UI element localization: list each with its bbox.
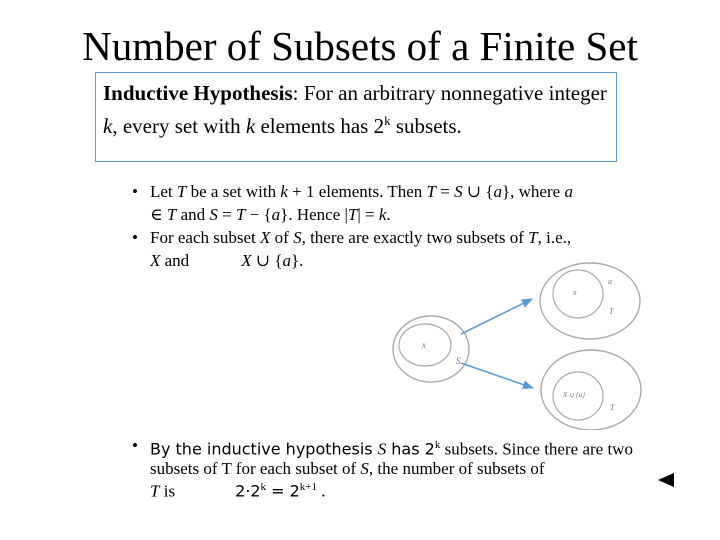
- bullet2-text-7: }.: [290, 251, 304, 270]
- bullet2-X-1: X: [260, 228, 271, 247]
- bullet2-text-5: and: [160, 251, 190, 270]
- bottom-t-label: T: [610, 403, 615, 412]
- bullet3-sup-1: k: [434, 439, 441, 451]
- bullet2-a: a: [282, 251, 291, 270]
- hypothesis-k-1: k: [103, 114, 113, 138]
- bullet2-text-6: ∪ {: [251, 251, 283, 270]
- bullet1-a-3: a: [271, 205, 281, 224]
- bullet3-text-7: = 2: [266, 481, 300, 501]
- left-set-S: [393, 316, 469, 382]
- hypothesis-label: Inductive Hypothesis: [103, 81, 293, 105]
- arrow-to-bottom-set: [461, 363, 533, 388]
- bullet2-text-2: of: [270, 228, 294, 247]
- hypothesis-text-c: elements has 2: [255, 114, 385, 138]
- inductive-hypothesis-box: [95, 72, 617, 162]
- bullet3-text-5: is: [159, 481, 176, 501]
- hypothesis-text-d: subsets.: [390, 114, 462, 138]
- top-a-label: a: [608, 277, 612, 286]
- bullet1-text-11: }. Hence |: [280, 205, 348, 224]
- bullet1-T-5: T: [347, 205, 358, 224]
- bullet1-S-1: S: [454, 182, 463, 201]
- bullet3-text-3: subsets. Since there are two subsets of T for each subset of: [150, 439, 633, 478]
- top-set-T: [540, 263, 640, 339]
- bullet1-text-2: be a set with: [186, 182, 281, 201]
- bullet1-text-13: .: [386, 205, 391, 224]
- bullet3-text-1: By the inductive hypothesis: [150, 439, 378, 459]
- slide-title: Number of Subsets of a Finite Set: [82, 23, 638, 69]
- top-t-label: T: [609, 307, 614, 316]
- bullet1-a-1: a: [493, 182, 502, 201]
- bullet3-S-1: S: [377, 439, 387, 459]
- bullet1-text-3: + 1 elements. Then: [287, 182, 427, 201]
- bullet1-k-2: k: [378, 205, 387, 224]
- bullet1-text-8: and: [176, 205, 210, 224]
- bullet2-T: T: [528, 228, 538, 247]
- left-x-label: x: [422, 340, 426, 350]
- top-x-label: x: [573, 288, 577, 297]
- hypothesis-text-a: : For an arbitrary nonnegative integer: [292, 81, 607, 105]
- bullet1-k: k: [280, 182, 288, 201]
- bullet1-text-4: =: [435, 182, 455, 201]
- bullet3-text-8: .: [317, 481, 326, 501]
- hypothesis-text-b: , every set with: [112, 114, 246, 138]
- hypothesis-k-2: k: [245, 114, 256, 138]
- bullet1-T-2: T: [426, 182, 436, 201]
- hypothesis-exponent: k: [384, 113, 391, 128]
- bullet1-text-7: ∈: [150, 205, 167, 224]
- bullet1-a-2: a: [564, 182, 573, 201]
- bullet1-T-4: T: [235, 205, 246, 224]
- bullet1-text-6: }, where: [501, 182, 565, 201]
- bullet3-sup-3: k+1: [299, 480, 317, 493]
- bottom-set-T: [541, 350, 641, 430]
- bullet-let-t: [132, 180, 672, 226]
- bullet1-text-5: ∪ {: [462, 182, 494, 201]
- bullet-conclusion: [132, 436, 672, 500]
- bullet2-S: S: [293, 228, 302, 247]
- bullet3-text-6: 2⋅2: [235, 481, 261, 501]
- bullet3-T: T: [150, 481, 160, 501]
- bullet1-text-10: − {: [245, 205, 272, 224]
- bullet2-text-1: For each subset: [150, 228, 261, 247]
- bullet1-T-3: T: [166, 205, 177, 224]
- bullet2-X-3: X: [241, 251, 252, 270]
- bullet2-text-3: , there are exactly two subsets of: [301, 228, 529, 247]
- bullet1-T-1: T: [176, 182, 187, 201]
- previous-slide-arrow-icon[interactable]: [658, 473, 674, 487]
- bullet1-text-1: Let: [150, 182, 177, 201]
- bullet3-sup-2: k: [260, 480, 267, 493]
- bullet2-X-2: X: [150, 251, 161, 270]
- bullet1-text-9: =: [217, 205, 236, 224]
- arrow-to-top-set: [461, 299, 532, 334]
- left-s-label: S: [456, 356, 461, 366]
- bullet1-text-12: | =: [357, 205, 379, 224]
- bullet-conclusion-block: [132, 436, 672, 500]
- bullet2-text-4: , i.e.,: [537, 228, 572, 247]
- bullet3-text-2: has 2: [386, 439, 435, 459]
- subset-diagram: [385, 258, 645, 430]
- bullet1-S-2: S: [209, 205, 218, 224]
- bullet3-text-4: , the number of subsets of: [368, 458, 545, 478]
- bottom-xa-label: X ∪ {a}: [563, 391, 585, 399]
- bullet3-S-2: S: [360, 458, 369, 478]
